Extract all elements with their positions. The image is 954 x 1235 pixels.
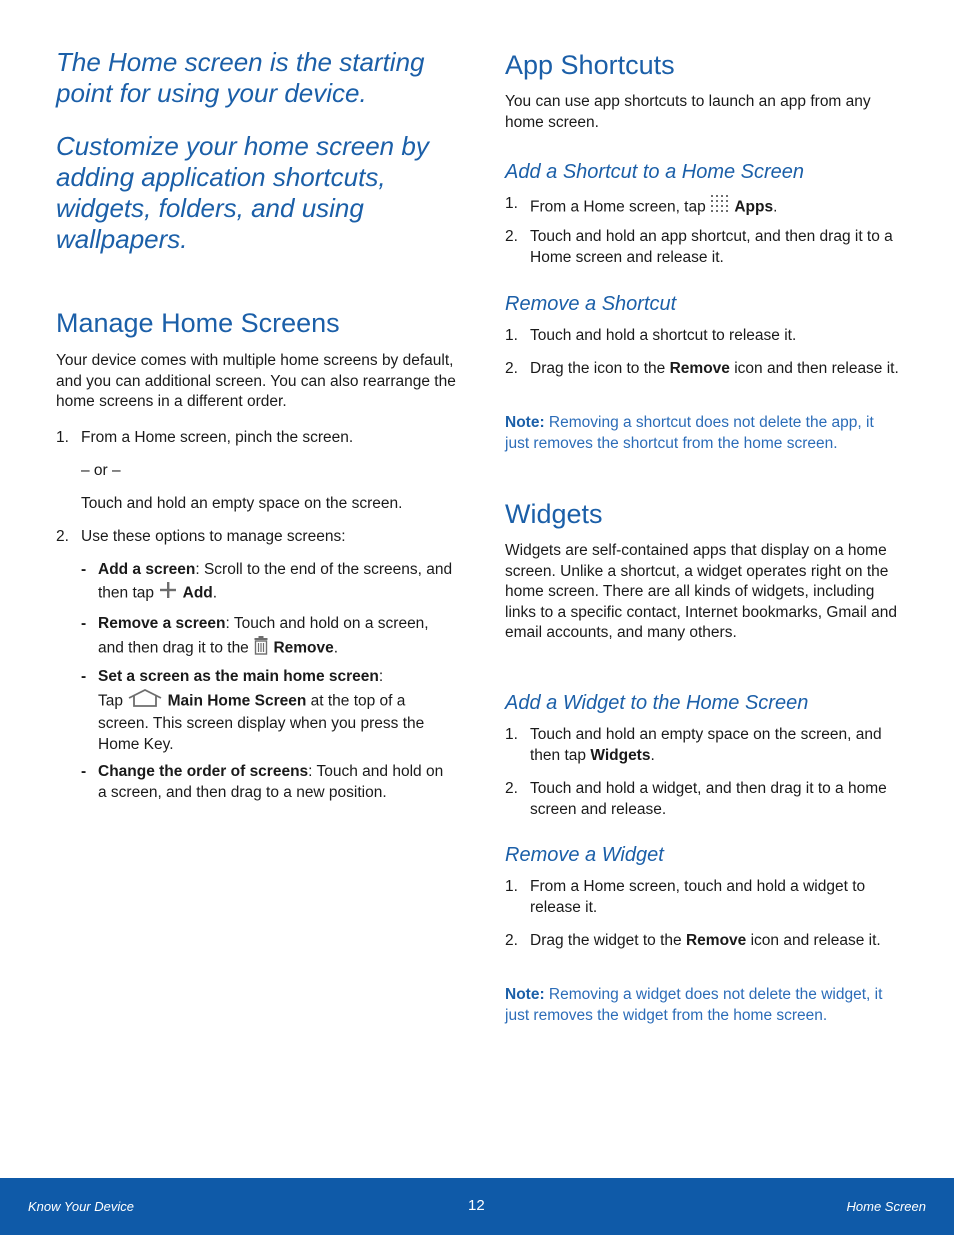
step-number: 1. <box>505 878 518 895</box>
step-text: Touch and hold a widget, and then drag it to a home screen and release. <box>530 780 887 818</box>
step-text: From a Home screen, tap Apps. <box>505 194 900 221</box>
remove-widget-step-1 <box>505 877 900 918</box>
step-text: Touch and hold an app shortcut, and then drag it to a Home screen and release it. <box>530 228 893 266</box>
home-icon <box>127 688 163 715</box>
manage-intro: Your device comes with multiple home screens by default, and you can additional screen. You can also rearrange the home screens in a different order. <box>56 352 456 410</box>
step-text: Drag the icon to the Remove icon and then release it. <box>530 360 899 377</box>
bullet-dash: - <box>81 615 87 632</box>
bullet-dash: - <box>81 763 87 780</box>
widget-note <box>505 985 900 1026</box>
footer-chapter: Know Your Device <box>28 1199 134 1214</box>
step-number: 1. <box>56 429 69 446</box>
shortcut-note <box>505 413 900 454</box>
main-home-screen-label: Main Home Screen <box>167 691 307 709</box>
step-number: 1. <box>505 327 518 344</box>
widgets-intro: Widgets are self-contained apps that display on a home screen. Unlike a shortcut, a widget operates right on the home screen. There are all kinds of widgets, including links to a specific contact, Internet bookmarks, Gmail and email accounts, and many others. <box>505 542 897 641</box>
step-text: Use these options to manage screens: <box>81 528 346 545</box>
option-title: Remove a screen <box>98 615 226 632</box>
option-title: Change the order of screens <box>98 763 309 780</box>
manage-step-2 <box>56 527 456 548</box>
option-remove-screen <box>81 614 453 661</box>
remove-shortcut-step-2 <box>505 359 900 380</box>
add-widget-step-2 <box>505 779 900 820</box>
add-shortcut-step-1 <box>505 194 900 221</box>
option-text: Set a screen as the main home screen: Tap Main Home Screen at the top of a screen. This screen display when you press the Home Key. <box>98 668 425 753</box>
step-text: Drag the widget to the Remove icon and release it. <box>530 932 881 949</box>
manage-step-1-alt: Touch and hold an empty space on the screen. <box>81 495 403 512</box>
step-number: 2. <box>505 360 518 377</box>
apps-grid-icon <box>710 194 730 221</box>
add-widget-step-1 <box>505 725 900 766</box>
option-text: Add a screen: Scroll to the end of the screens, and then tap Add. <box>81 560 453 605</box>
option-title: Set a screen as the main home screen <box>98 668 379 685</box>
manage-title: Manage Home Screens <box>56 308 340 338</box>
add-shortcut-step-2 <box>505 227 900 268</box>
step-text: From a Home screen, pinch the screen. <box>81 429 354 446</box>
apps-label: Apps <box>734 198 774 216</box>
option-change-order <box>81 762 453 803</box>
intro-line-1: The Home screen is the starting point for using your device. <box>56 47 425 108</box>
shortcuts-intro: You can use app shortcuts to launch an app from any home screen. <box>505 93 871 131</box>
step-text: Touch and hold an empty space on the screen, and then tap Widgets. <box>530 726 882 764</box>
step-number: 1. <box>505 195 518 212</box>
note-text: Removing a shortcut does not delete the app, it just removes the shortcut from the home screen. <box>505 414 874 452</box>
widgets-title: Widgets <box>505 499 603 529</box>
manage-step-1 <box>56 428 456 449</box>
add-widget-heading: Add a Widget to the Home Screen <box>505 692 809 714</box>
bullet-dash: - <box>81 561 87 578</box>
remove-label: Remove <box>273 638 334 656</box>
option-add-screen <box>81 560 453 605</box>
note-label: Note: <box>505 414 545 431</box>
intro-callout <box>56 47 456 277</box>
note-label: Note: <box>505 986 545 1003</box>
option-text: Remove a screen: Touch and hold on a screen, and then drag it to the Remove. <box>81 614 453 661</box>
intro-line-2: Customize your home screen by adding application shortcuts, widgets, folders, and using wallpapers. <box>56 131 429 254</box>
add-shortcut-heading: Add a Shortcut to a Home Screen <box>505 161 805 183</box>
shortcuts-title: App Shortcuts <box>505 50 675 80</box>
step-number: 1. <box>505 726 518 743</box>
remove-shortcut-step-1 <box>505 326 900 347</box>
step-number: 2. <box>505 932 518 949</box>
option-set-main-screen <box>81 667 453 755</box>
option-text: Change the order of screens: Touch and hold on a screen, and then drag to a new position. <box>98 763 444 801</box>
bullet-dash: - <box>81 668 87 685</box>
option-title: Add a screen <box>98 561 196 578</box>
step-number: 2. <box>505 228 518 245</box>
remove-widget-step-2 <box>505 931 900 952</box>
step-number: 2. <box>56 528 69 545</box>
trash-icon <box>253 635 269 662</box>
note-text: Removing a widget does not delete the widget, it just removes the widget from the home screen. <box>505 986 883 1024</box>
or-separator: – or – <box>81 462 121 479</box>
footer-section: Home Screen <box>846 1199 926 1214</box>
page-number: 12 <box>468 1197 485 1214</box>
page-footer <box>0 1178 954 1235</box>
remove-shortcut-heading: Remove a Shortcut <box>505 293 677 315</box>
step-text: From a Home screen, touch and hold a widget to release it. <box>530 878 866 916</box>
step-number: 2. <box>505 780 518 797</box>
remove-widget-heading: Remove a Widget <box>505 844 664 866</box>
plus-icon <box>158 581 178 606</box>
add-label: Add <box>182 583 213 601</box>
step-text: Touch and hold a shortcut to release it. <box>530 327 797 344</box>
